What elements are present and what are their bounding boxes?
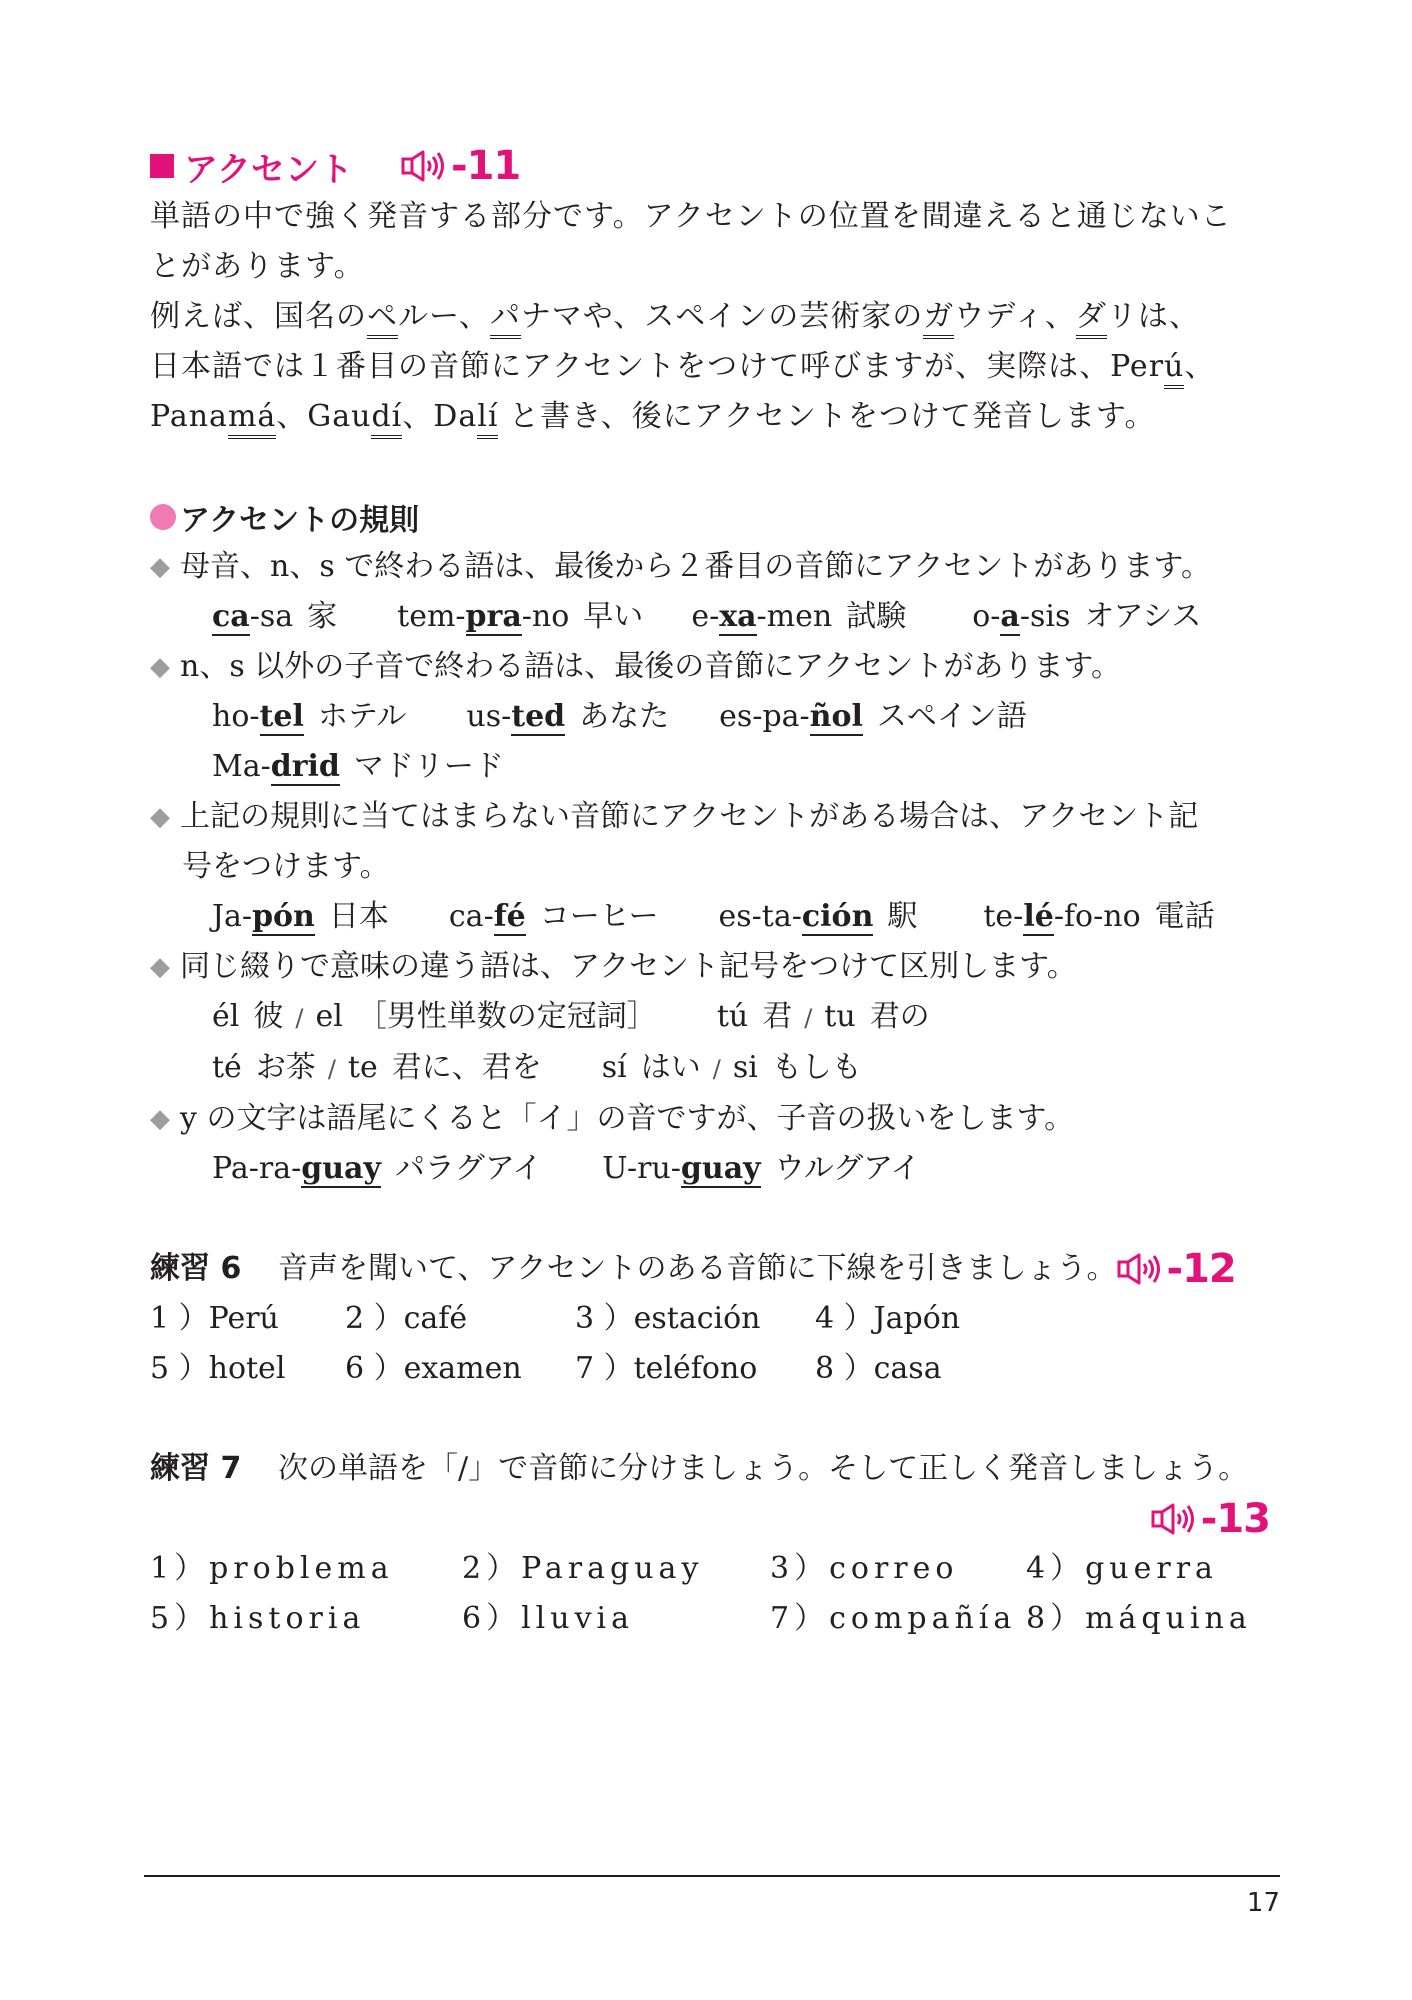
accented-syllable: ca bbox=[212, 599, 250, 634]
audio-track-13[interactable] bbox=[1151, 1496, 1270, 1542]
rule-2-examples-2 bbox=[150, 742, 1280, 792]
example-word: us-ted あなた bbox=[466, 699, 670, 734]
word-pair: tú 君 / tu 君の bbox=[716, 999, 930, 1034]
exercise-item: 6 ）examen bbox=[345, 1351, 522, 1386]
rule-2: ◆ n、s 以外の子音で終わる語は、最後の音節にアクセントがあります。 bbox=[150, 642, 1280, 692]
exercise-item: 3）correo bbox=[770, 1551, 959, 1586]
rule-2-examples bbox=[150, 692, 1280, 742]
rule-5: ◆ y の文字は語尾にくると「イ」の音ですが、子音の扱いをします。 bbox=[150, 1094, 1280, 1144]
exercise-6-items bbox=[150, 1294, 1280, 1394]
example-word: es-pa-ñol スペイン語 bbox=[719, 699, 1027, 734]
page-content bbox=[150, 140, 1280, 1644]
diamond-bullet-icon: ◆ bbox=[150, 552, 170, 582]
example-meaning: ホテル bbox=[317, 699, 407, 734]
accented-syllable: ñol bbox=[809, 699, 863, 734]
rules-heading bbox=[150, 492, 1280, 542]
example-meaning: スペイン語 bbox=[876, 699, 1027, 734]
example-word: Pa-ra-guay パラグアイ bbox=[212, 1151, 543, 1186]
example-meaning: あなた bbox=[579, 699, 670, 734]
example-meaning: パラグアイ bbox=[394, 1151, 543, 1186]
exercise-6-label: 練習 6 bbox=[150, 1251, 242, 1286]
rule-3-continued: 号をつけます。 bbox=[182, 849, 390, 884]
intro-line-2: とがあります。 bbox=[150, 249, 365, 284]
accented-syllable: guay bbox=[680, 1151, 761, 1186]
accented-syllable: ción bbox=[801, 899, 874, 934]
exercise-7-items bbox=[150, 1544, 1280, 1644]
diamond-bullet-icon: ◆ bbox=[150, 652, 170, 682]
example-line-1: 例えば、国名のペルー、パナマや、スペインの芸術家のガウディ、ダリは、 bbox=[150, 292, 1280, 342]
rule-1-examples bbox=[150, 592, 1280, 642]
exercise-item: 8）máquina bbox=[1026, 1601, 1252, 1636]
exercise-item: 3 ）estación bbox=[575, 1301, 761, 1336]
rule-3-examples bbox=[150, 892, 1280, 942]
exercise-7-label: 練習 7 bbox=[150, 1451, 242, 1486]
exercise-item: 1）problema bbox=[150, 1551, 394, 1586]
rule-4-pairs-2 bbox=[150, 1043, 1280, 1094]
exercise-6-heading bbox=[150, 1244, 1280, 1294]
exercise-item: 4）guerra bbox=[1026, 1551, 1218, 1586]
example-meaning: 試験 bbox=[846, 599, 907, 634]
accented-syllable: guay bbox=[301, 1151, 381, 1186]
example-word: e-xa-men 試験 bbox=[691, 599, 907, 634]
exercise-item: 6）lluvia bbox=[462, 1601, 635, 1636]
example-meaning: マドリード bbox=[353, 749, 504, 784]
circle-bullet-icon bbox=[150, 504, 176, 530]
example-word: Ja-pón 日本 bbox=[212, 899, 389, 934]
accented-syllable: lé bbox=[1023, 899, 1054, 934]
rule-4-pairs-1 bbox=[150, 992, 1280, 1043]
diamond-bullet-icon: ◆ bbox=[150, 1104, 170, 1134]
rule-3: ◆ 上記の規則に当てはまらない音節にアクセントがある場合は、アクセント記 bbox=[150, 792, 1280, 842]
example-meaning: 電話 bbox=[1154, 899, 1215, 934]
track-number: -12 bbox=[1166, 1246, 1236, 1292]
example-meaning: 家 bbox=[307, 599, 338, 634]
accented-syllable: a bbox=[1000, 599, 1020, 634]
accented-syllable: ted bbox=[511, 699, 566, 734]
example-word: ca-fé コーヒー bbox=[448, 899, 659, 934]
audio-track-11[interactable] bbox=[401, 143, 520, 189]
example-word: Ma-drid マドリード bbox=[212, 749, 504, 784]
exercise-item: 5）historia bbox=[150, 1601, 366, 1636]
exercise-item: 2 ）café bbox=[345, 1301, 468, 1336]
section-title: アクセント bbox=[184, 149, 353, 190]
exercise-item: 2）Paraguay bbox=[462, 1551, 704, 1586]
example-line-2: 日本語では１番目の音節にアクセントをつけて呼びますが、実際は、Perú、 bbox=[150, 342, 1280, 392]
exercise-7-audio-row bbox=[150, 1494, 1280, 1544]
slash-separator: / bbox=[295, 1004, 304, 1032]
speaker-icon bbox=[1151, 1502, 1197, 1536]
section-heading bbox=[150, 140, 1280, 192]
accented-syllable: pón bbox=[252, 899, 315, 934]
word-pair: sí はい / si もしも bbox=[601, 1050, 862, 1085]
audio-track-12[interactable] bbox=[1117, 1244, 1236, 1294]
diamond-bullet-icon: ◆ bbox=[150, 952, 170, 982]
accented-syllable: fé bbox=[493, 899, 526, 934]
speaker-icon bbox=[401, 149, 447, 183]
slash-separator: / bbox=[804, 1004, 813, 1032]
example-line-3: Panamá、Gaudí、Dalí と書き、後にアクセントをつけて発音します。 bbox=[150, 392, 1280, 442]
example-meaning: オアシス bbox=[1084, 599, 1202, 634]
rule-4: ◆ 同じ綴りで意味の違う語は、アクセント記号をつけて区別します。 bbox=[150, 942, 1280, 992]
exercise-item: 5 ）hotel bbox=[150, 1351, 286, 1386]
example-meaning: 日本 bbox=[328, 899, 389, 934]
exercise-item: 1 ）Perú bbox=[150, 1301, 279, 1336]
word-pair: té お茶 / te 君に、君を bbox=[212, 1050, 542, 1085]
exercise-item: 7）compañía bbox=[770, 1601, 1017, 1636]
speaker-icon bbox=[1117, 1252, 1163, 1286]
example-meaning: 早い bbox=[583, 599, 644, 634]
example-word: o-a-sis オアシス bbox=[972, 599, 1202, 634]
example-word: es-ta-ción 駅 bbox=[718, 899, 918, 934]
slash-separator: / bbox=[712, 1055, 721, 1083]
example-word: ho-tel ホテル bbox=[212, 699, 407, 734]
rules-title: アクセントの規則 bbox=[180, 503, 420, 538]
track-number: -13 bbox=[1200, 1496, 1270, 1542]
diamond-bullet-icon: ◆ bbox=[150, 802, 170, 832]
exercise-7-instruction: 次の単語を「/」で音節に分けましょう。そして正しく発音しましょう。 bbox=[278, 1451, 1249, 1486]
exercise-item: 8 ）casa bbox=[815, 1351, 942, 1386]
accented-syllable: tel bbox=[259, 699, 304, 734]
example-word: tem-pra-no 早い bbox=[397, 599, 644, 634]
exercise-item: 7 ）teléfono bbox=[575, 1351, 758, 1386]
example-word: te-lé-fo-no 電話 bbox=[983, 899, 1215, 934]
accented-syllable: drid bbox=[270, 749, 340, 784]
word-pair: él 彼 / el ［男性単数の定冠詞］ bbox=[212, 999, 657, 1034]
rule-1: ◆ 母音、n、s で終わる語は、最後から２番目の音節にアクセントがあります。 bbox=[150, 542, 1280, 592]
slash-separator: / bbox=[327, 1055, 336, 1083]
example-meaning: 駅 bbox=[887, 899, 918, 934]
footer-rule bbox=[144, 1875, 1280, 1877]
example-meaning: コーヒー bbox=[539, 899, 659, 934]
accented-syllable: pra bbox=[465, 599, 522, 634]
example-word: U-ru-guay ウルグアイ bbox=[602, 1151, 921, 1186]
example-word: ca-sa 家 bbox=[212, 599, 338, 634]
track-number: -11 bbox=[450, 143, 521, 189]
page-number: 17 bbox=[1246, 1888, 1280, 1918]
rule-5-examples bbox=[150, 1144, 1280, 1194]
exercise-item: 4 ）Japón bbox=[815, 1301, 961, 1336]
example-meaning: ウルグアイ bbox=[774, 1151, 921, 1186]
exercise-7-heading bbox=[150, 1444, 1280, 1494]
accented-syllable: xa bbox=[719, 599, 757, 634]
square-bullet-icon bbox=[150, 154, 174, 178]
exercise-6-instruction: 音声を聞いて、アクセントのある音節に下線を引きましょう。 bbox=[278, 1251, 1117, 1286]
intro-line-1: 単語の中で強く発音する部分です。アクセントの位置を間違えると通じないこ bbox=[150, 199, 1232, 234]
